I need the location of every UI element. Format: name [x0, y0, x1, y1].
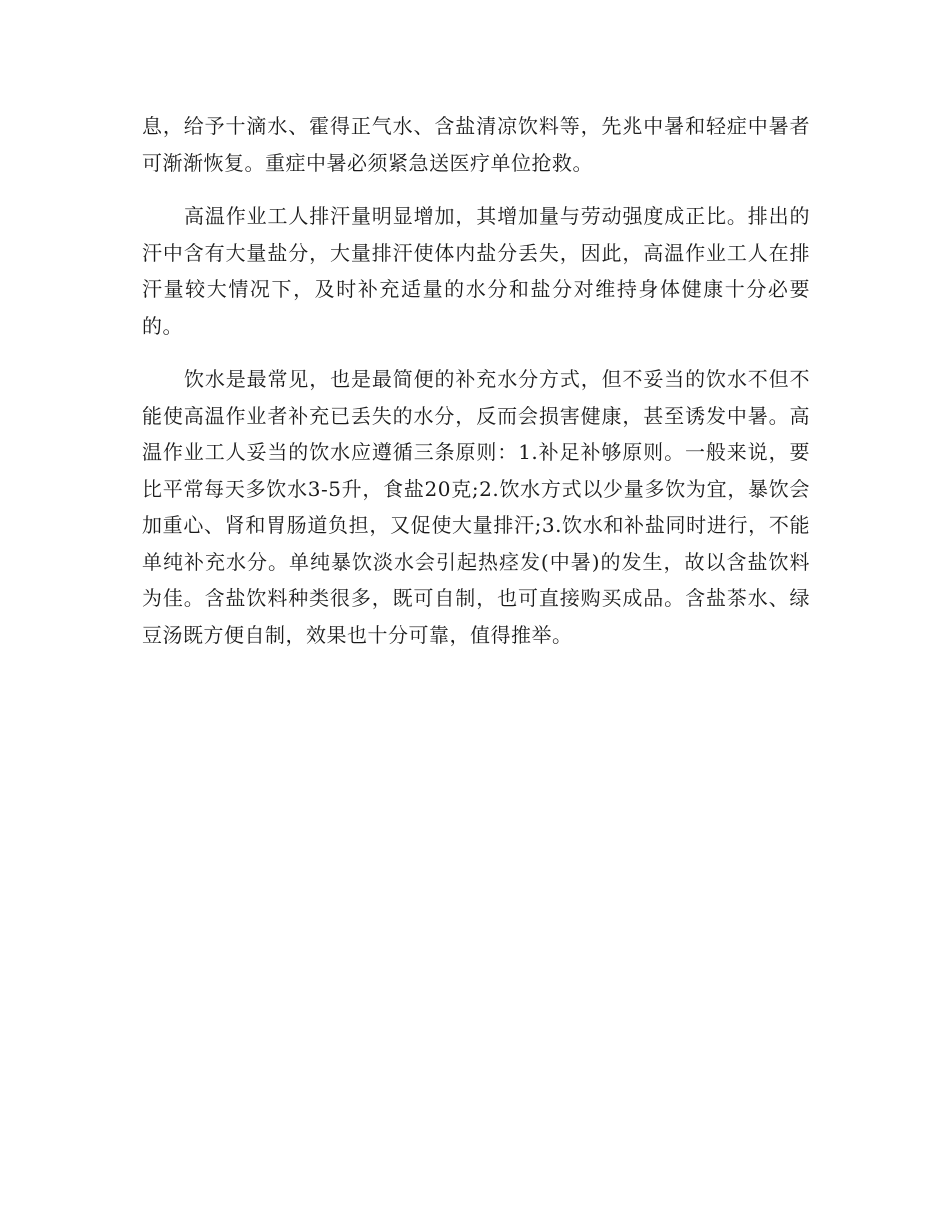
paragraph-sweating-salt-loss: 高温作业工人排汗量明显增加，其增加量与劳动强度成正比。排出的汗中含有大量盐分，大量排汗使体内盐分丢失，因此，高温作业工人在排汗量较大情况下，及时补充适量的水分和盐分对维持身体健康十分必要的。 [142, 204, 810, 338]
document-body [142, 108, 810, 670]
paragraph-continuation: 息，给予十滴水、霍得正气水、含盐清凉饮料等，先兆中暑和轻症中暑者可渐渐恢复。重症中暑必须紧急送医疗单位抢救。 [142, 114, 810, 175]
paragraph-drinking-principles: 饮水是最常见，也是最简便的补充水分方式，但不妥当的饮水不但不能使高温作业者补充已丢失的水分，反而会损害健康，甚至诱发中暑。高温作业工人妥当的饮水应遵循三条原则：1.补足补够原则。一般来说，要比平常每天多饮水3-5升，食盐20克;2.饮水方式以少量多饮为宜，暴饮会加重心、肾和胃肠道负担，又促使大量排汗;3.饮水和补盐同时进行，不能单纯补充水分。单纯暴饮淡水会引起热痉发(中暑)的发生，故以含盐饮料为佳。含盐饮料种类很多，既可自制，也可直接购买成品。含盐茶水、绿豆汤既方便自制，效果也十分可靠，值得推举。 [142, 367, 810, 647]
